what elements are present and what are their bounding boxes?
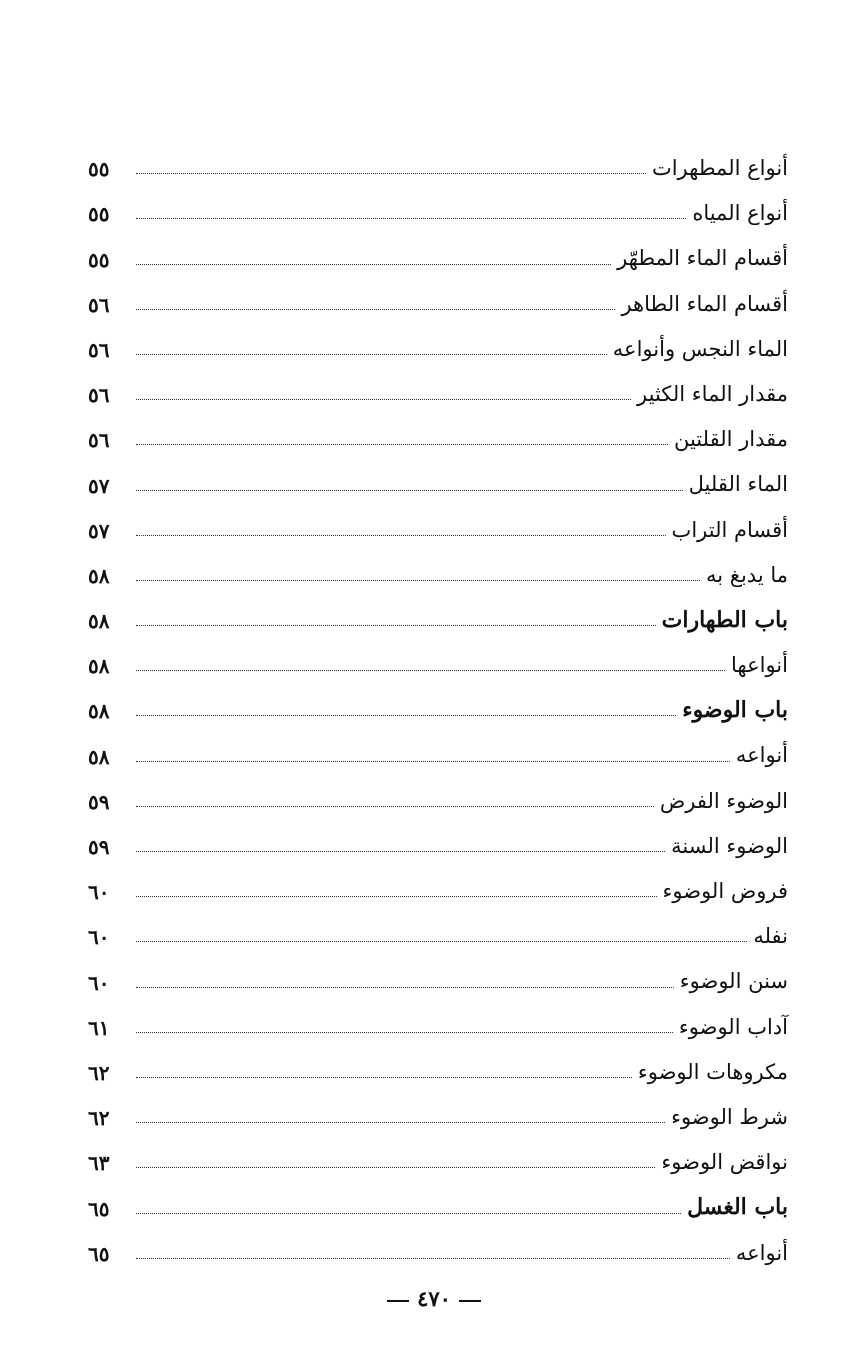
toc-entry-page: ٥٦ <box>88 292 110 317</box>
toc-entry-page: ٥٥ <box>88 202 110 227</box>
toc-entry-page: ٥٦ <box>88 337 110 362</box>
toc-entry <box>88 1040 788 1085</box>
toc-entry-page: ٦٠ <box>88 880 110 905</box>
toc-entry-page: ٦٠ <box>88 925 110 950</box>
dot-leader <box>136 534 666 536</box>
page-footer <box>0 1286 868 1311</box>
toc-entry-page: ٥٥ <box>88 157 110 182</box>
toc-entry-title: أنواعها <box>731 653 788 678</box>
toc-entry-title: الماء النجس وأنواعه <box>612 336 788 361</box>
toc-entry-page: ٥٨ <box>88 654 110 679</box>
toc-entry <box>88 723 788 768</box>
dot-leader <box>136 1257 730 1259</box>
toc-entry-page: ٥٩ <box>88 789 110 814</box>
dot-leader <box>136 1121 665 1123</box>
toc-entry-title: الوضوء الفرض <box>659 788 788 813</box>
toc-entry-page: ٥٧ <box>88 473 110 498</box>
toc-entry-page: ٥٧ <box>88 518 110 543</box>
toc-entry-page: ٦٠ <box>88 970 110 995</box>
toc-entry-page: ٦٣ <box>88 1151 110 1176</box>
dot-leader <box>136 986 674 988</box>
toc-entry-title: مكروهات الوضوء <box>637 1059 788 1084</box>
toc-entry-page: ٦٢ <box>88 1106 110 1131</box>
dot-leader <box>136 624 656 626</box>
toc-entry-title: فروض الوضوء <box>662 879 788 903</box>
dot-leader <box>136 172 646 174</box>
toc-entry <box>88 995 788 1040</box>
toc-entry-title: سنن الوضوء <box>679 969 788 994</box>
dot-leader <box>136 398 631 400</box>
toc-entry-page: ٥٩ <box>88 835 110 859</box>
toc-entry-title: آداب الوضوء <box>678 1014 788 1039</box>
toc-entry-page: ٥٨ <box>88 744 110 769</box>
toc-entry <box>88 452 788 497</box>
toc-entry <box>88 181 788 226</box>
toc-entry <box>88 859 788 904</box>
dot-leader <box>136 669 725 671</box>
toc-entry-title: ما يدبغ به <box>706 562 788 587</box>
dot-leader <box>136 443 668 445</box>
toc-entry-page: ٥٨ <box>88 609 110 634</box>
toc-entry <box>88 272 788 317</box>
toc-entry <box>88 904 788 949</box>
toc-entry <box>88 1130 788 1175</box>
toc-entry <box>88 769 788 814</box>
toc-entry-title: باب الوضوء <box>682 697 788 724</box>
toc-entry-page: ٦١ <box>88 1015 110 1040</box>
dot-leader <box>136 308 615 310</box>
footer-dash-left <box>387 1300 409 1302</box>
toc-entry-title: مقدار الماء الكثير <box>637 381 788 406</box>
dot-leader <box>136 760 730 762</box>
toc-entry-title: الوضوء السنة <box>671 833 788 858</box>
dot-leader <box>136 1212 681 1214</box>
dot-leader <box>136 1166 655 1168</box>
dot-leader <box>136 1031 673 1033</box>
toc-entry-page: ٥٦ <box>88 383 110 408</box>
toc-entry-title: باب الطهارات <box>661 606 788 633</box>
toc-entry-title: نواقض الوضوء <box>661 1150 788 1175</box>
toc-entry-page: ٥٦ <box>88 428 110 453</box>
toc-entry <box>88 226 788 271</box>
toc-entry-title: شرط الوضوء <box>671 1104 788 1129</box>
toc-entry-title: الماء القليل <box>688 472 788 497</box>
toc-entry <box>88 814 788 859</box>
dot-leader <box>136 579 700 581</box>
toc-entry-title: باب الغسل <box>687 1194 788 1221</box>
toc-entry <box>88 407 788 452</box>
toc-entry <box>88 136 788 181</box>
toc-entry-page: ٦٢ <box>88 1060 110 1085</box>
toc-entry <box>88 362 788 407</box>
dot-leader <box>136 895 657 897</box>
toc-entry <box>88 317 788 362</box>
toc-entry-page: ٦٥ <box>88 1241 110 1266</box>
toc-section-heading <box>88 1175 788 1220</box>
toc-entry-title: أنواعه <box>735 1240 788 1265</box>
dot-leader <box>136 850 665 852</box>
dot-leader <box>136 489 683 491</box>
dot-leader <box>136 1076 632 1078</box>
toc-entry-title: مقدار القلتين <box>673 427 788 452</box>
dot-leader <box>136 217 686 219</box>
toc-entry-title: أنواع المياه <box>692 201 788 226</box>
toc-entry-title: نفله <box>753 924 788 949</box>
toc-entry-page: ٥٨ <box>88 563 110 588</box>
toc-entry <box>88 1085 788 1130</box>
table-of-contents <box>88 136 788 1266</box>
toc-section-heading <box>88 588 788 633</box>
dot-leader <box>136 805 654 807</box>
toc-entry-title: أنواع المطهرات <box>651 156 788 180</box>
toc-entry <box>88 633 788 678</box>
toc-entry-page: ٦٥ <box>88 1196 110 1221</box>
page-number: ٤٧٠ <box>417 1286 451 1311</box>
toc-entry <box>88 1221 788 1266</box>
dot-leader <box>136 714 676 716</box>
toc-entry-title: أقسام التراب <box>671 517 788 542</box>
toc-entry-title: أقسام الماء الطاهر <box>621 291 788 316</box>
toc-entry <box>88 543 788 588</box>
dot-leader <box>136 353 607 355</box>
toc-entry-page: ٥٥ <box>88 247 110 272</box>
toc-entry-page: ٥٨ <box>88 699 110 724</box>
dot-leader <box>136 263 611 265</box>
toc-section-heading <box>88 678 788 723</box>
footer-dash-right <box>459 1300 481 1302</box>
toc-entry-title: أقسام الماء المطهّر <box>617 246 788 271</box>
toc-entry-title: أنواعه <box>735 743 788 768</box>
toc-entry <box>88 949 788 994</box>
dot-leader <box>136 940 747 942</box>
toc-entry <box>88 498 788 543</box>
